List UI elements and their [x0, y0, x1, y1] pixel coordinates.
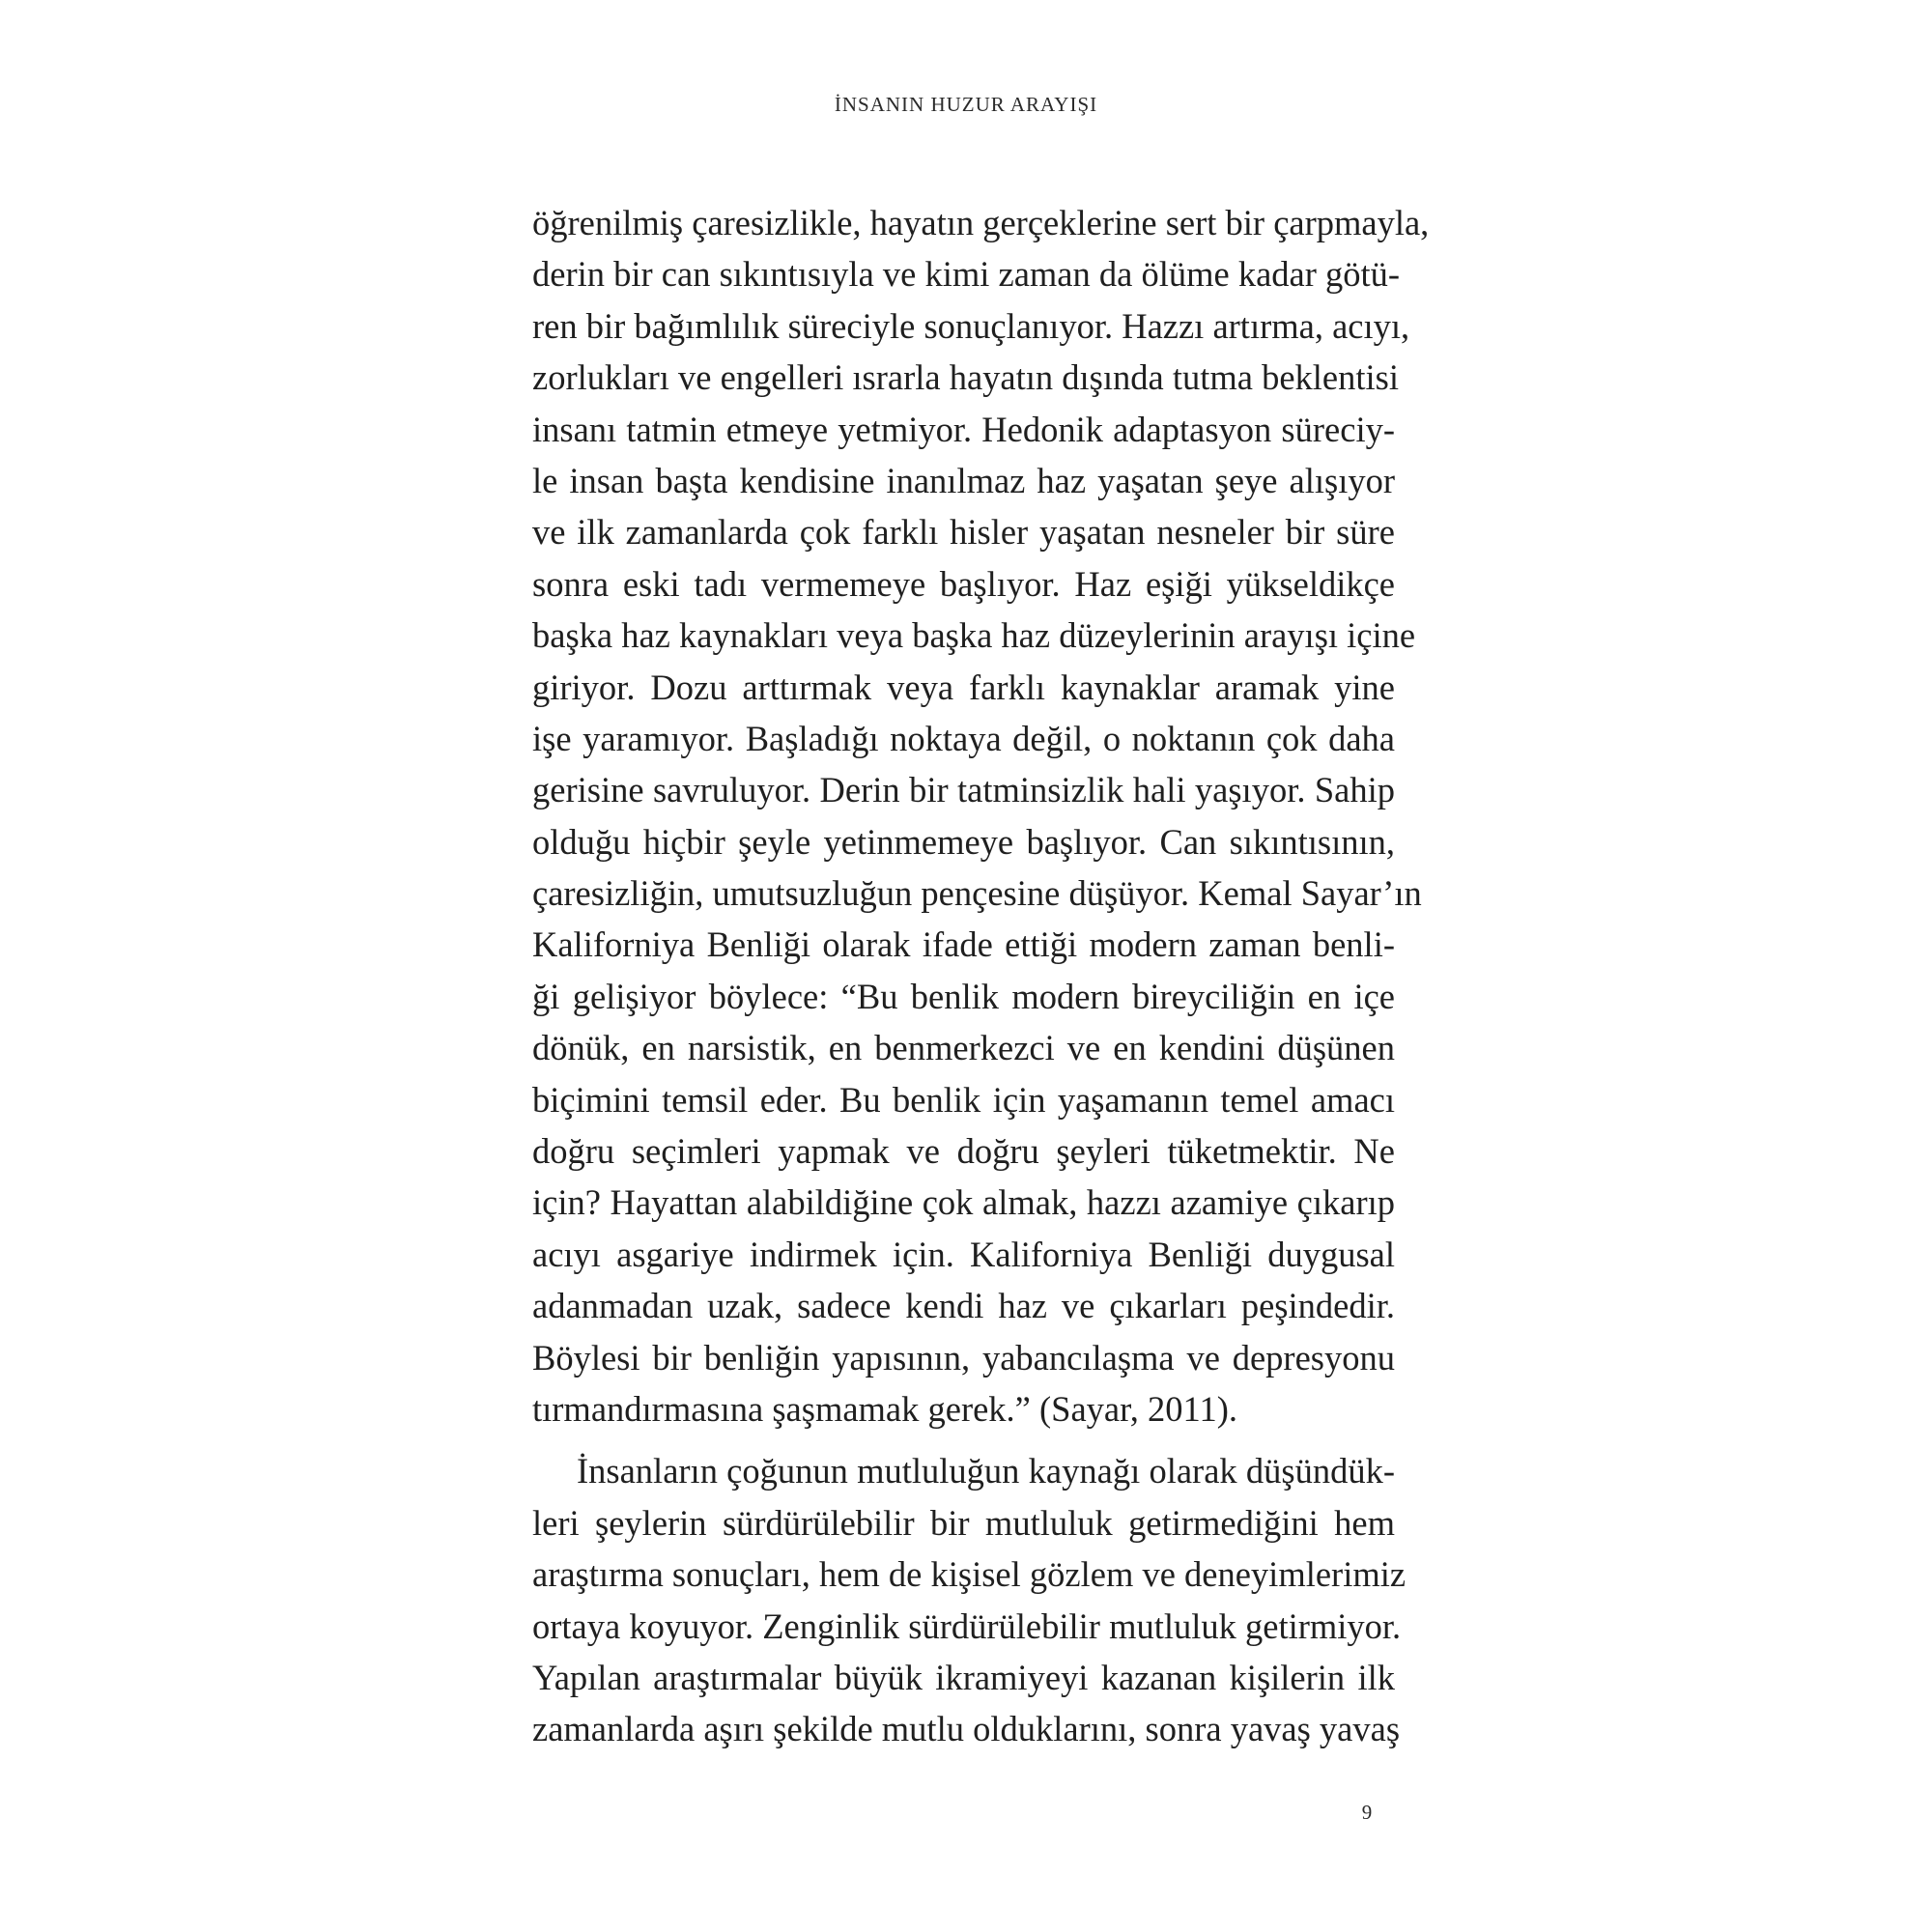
text-line: le insan başta kendisine inanılmaz haz yaşatan şeye alışıyor [532, 460, 1395, 500]
text-line: başka haz kaynakları veya başka haz düzeylerinin arayışı içine [532, 615, 1416, 656]
text-line: zamanlarda aşırı şekilde mutlu olduklarını, sonra yavaş yavaş [532, 1709, 1401, 1749]
text-line: ren bir bağımlılık süreciyle sonuçlanıyor. Hazzı artırma, acıyı, [532, 305, 1410, 346]
text-line: çaresizliğin, umutsuzluğun pençesine düşüyor. Kemal Sayar’ın [532, 873, 1422, 914]
text-line: ortaya koyuyor. Zenginlik sürdürülebilir mutluluk getirmiyor. [532, 1605, 1402, 1646]
text-line: tırmandırmasına şaşmamak gerek.” (Sayar, 2011). [532, 1388, 1237, 1429]
text-line: ve ilk zamanlarda çok farklı hisler yaşatan nesneler bir süre [532, 512, 1395, 553]
text-line: zorlukları ve engelleri ısrarla hayatın dışında tutma beklentisi [532, 357, 1399, 398]
text-line: öğrenilmiş çaresizlikle, hayatın gerçeklerine sert bir çarpmayla, [532, 203, 1430, 242]
text-line: insanı tatmin etmeye yetmiyor. Hedonik adaptasyon süreciy- [532, 409, 1395, 449]
text-line: giriyor. Dozu arttırmak veya farklı kaynaklar aramak yine [532, 667, 1395, 707]
text-line: acıyı asgariye indirmek için. Kaliforniya Benliği duygusal [532, 1234, 1395, 1274]
text-line: dönük, en narsistik, en benmerkezci ve en kendini düşünen [532, 1028, 1395, 1068]
paragraph-gap [532, 1435, 1395, 1445]
running-header: İNSANIN HUZUR ARAYIŞI [834, 93, 1098, 116]
text-line: gerisine savruluyor. Derin bir tatminsizlik hali yaşıyor. Sahip [532, 770, 1395, 810]
page-number: 9 [1361, 1801, 1373, 1824]
text-line: işe yaramıyor. Başladığı noktaya değil, o noktanın çok daha [532, 718, 1395, 758]
text-line: Kaliforniya Benliği olarak ifade ettiği modern zaman benli- [532, 924, 1395, 965]
text-line: sonra eski tadı vermemeye başlıyor. Haz eşiği yükseldikçe [532, 563, 1395, 604]
text-line: biçimini temsil eder. Bu benlik için yaşamanın temel amacı [532, 1079, 1395, 1120]
text-line: Yapılan araştırmalar büyük ikramiyeyi kazanan kişilerin ilk [532, 1657, 1395, 1697]
text-line: doğru seçimleri yapmak ve doğru şeyleri tüketmektir. Ne [532, 1131, 1395, 1172]
text-line: İnsanların çoğunun mutluluğun kaynağı olarak düşündük- [577, 1451, 1395, 1492]
paragraph-1 [532, 197, 1430, 1435]
paragraph-2 [532, 1445, 1406, 1754]
text-line: Böylesi bir benliğin yapısının, yabancılaşma ve depresyonu [532, 1337, 1395, 1378]
text-line: leri şeylerin sürdürülebilir bir mutluluk getirmediğini hem [532, 1502, 1395, 1543]
text-line: ği gelişiyor böylece: “Bu benlik modern bireyciliğin en içe [532, 976, 1395, 1016]
text-line: için? Hayattan alabildiğine çok almak, hazzı azamiye çıkarıp [532, 1182, 1395, 1223]
text-line: araştırma sonuçları, hem de kişisel gözlem ve deneyimlerimiz [532, 1554, 1406, 1595]
text-line: olduğu hiçbir şeyle yetinmemeye başlıyor. Can sıkıntısının, [532, 821, 1395, 862]
text-line: adanmadan uzak, sadece kendi haz ve çıkarları peşindedir. [532, 1286, 1395, 1326]
body-text [532, 197, 1430, 1755]
text-line: derin bir can sıkıntısıyla ve kimi zaman da ölüme kadar götü- [532, 254, 1401, 295]
